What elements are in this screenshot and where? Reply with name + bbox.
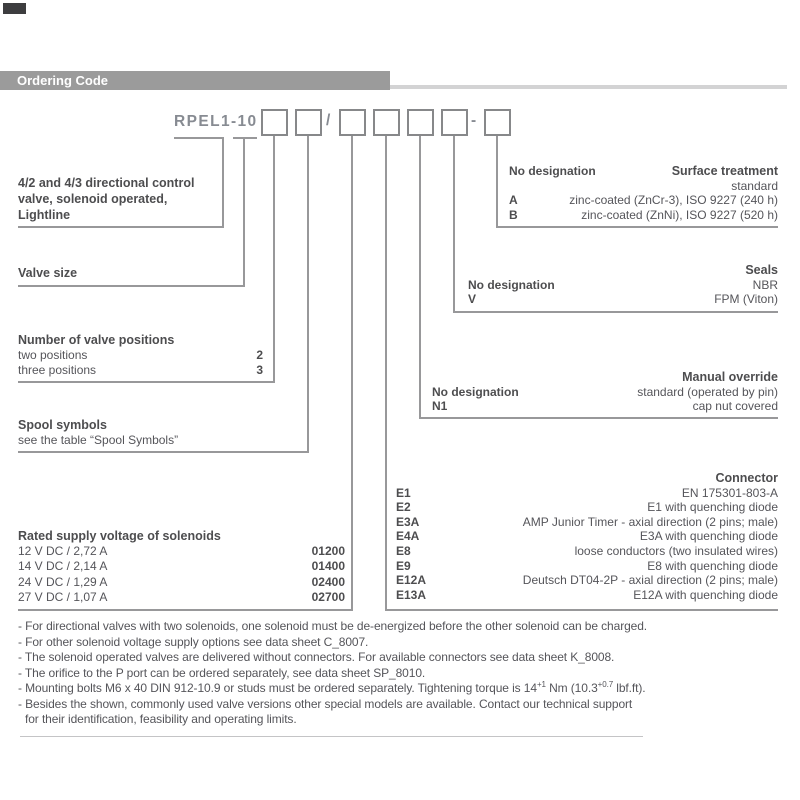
note-line: - For other solenoid voltage supply options see data sheet C_8007. — [18, 634, 369, 649]
option-desc: zinc-coated (ZnNi), ISO 9227 (520 h) — [581, 207, 778, 222]
manual-override-row — [432, 385, 778, 400]
voltage-row — [18, 575, 345, 590]
valve-description-section — [18, 175, 258, 223]
option-label: 24 V DC / 1,29 A — [18, 574, 108, 589]
voltage-title: Rated supply voltage of solenoids — [18, 529, 221, 543]
valve-description-line: Lightline — [18, 208, 71, 222]
option-code: 2 — [256, 348, 263, 362]
option-desc: loose conductors (two insulated wires) — [574, 543, 778, 558]
option-code: 3 — [256, 363, 263, 377]
section-header-bar — [0, 71, 390, 90]
rule-positions — [18, 381, 275, 383]
note-line: - The orifice to the P port can be ordered separately, see data sheet SP_8010. — [18, 665, 426, 680]
footer-notes — [18, 619, 788, 728]
surface-treatment-section — [509, 164, 778, 222]
spool-symbols-section — [18, 418, 308, 448]
connector-line-manual-override — [419, 136, 421, 419]
rule-valve-size — [18, 285, 245, 287]
rule-spool — [18, 451, 309, 453]
seals-title: Seals — [745, 263, 778, 277]
voltage-section — [18, 529, 345, 605]
voltage-row — [18, 590, 345, 605]
spool-symbols-title: Spool symbols — [18, 418, 107, 432]
option-desc: NBR — [752, 277, 778, 292]
option-code: E13A — [396, 587, 427, 602]
note-line-torque — [18, 681, 788, 697]
manual-override-row — [432, 399, 778, 414]
option-code: 02400 — [311, 574, 345, 589]
option-desc: E1 with quenching diode — [647, 500, 778, 515]
option-desc: cap nut covered — [692, 399, 778, 414]
option-desc: E8 with quenching diode — [647, 558, 778, 573]
voltage-row — [18, 544, 345, 559]
surface-row — [509, 193, 778, 208]
code-box-5 — [407, 109, 434, 136]
option-desc: standard (operated by pin) — [637, 384, 778, 399]
page-footer-rule — [20, 736, 643, 737]
seals-row — [468, 278, 778, 293]
note-torque-mid: Nm (10.3 — [545, 681, 598, 695]
model-underline — [174, 137, 224, 139]
option-code: E4A — [396, 529, 420, 544]
connector-row — [396, 500, 778, 515]
connector-line-positions — [273, 136, 275, 383]
surface-header-row — [509, 164, 778, 179]
connector-row — [396, 588, 778, 603]
code-box-4 — [373, 109, 400, 136]
valve-size-title: Valve size — [18, 266, 78, 280]
option-desc: AMP Junior Timer - axial direction (2 pins; male) — [522, 514, 778, 529]
positions-section — [18, 333, 263, 378]
voltage-row — [18, 559, 345, 574]
manual-override-section — [432, 370, 778, 414]
positions-row — [18, 363, 263, 378]
spool-symbols-subtitle: see the table “Spool Symbols” — [18, 433, 179, 447]
option-code: E3A — [396, 514, 420, 529]
connector-row — [396, 559, 778, 574]
valve-description-line: valve, solenoid operated, — [18, 192, 168, 206]
option-code: E12A — [396, 573, 427, 588]
seals-section — [468, 263, 778, 307]
connector-line-surface — [496, 136, 498, 228]
surface-row — [509, 208, 778, 223]
model-code-text: RPEL1-10 — [174, 113, 258, 130]
option-desc: E12A with quenching diode — [633, 587, 778, 602]
connector-row — [396, 515, 778, 530]
manual-override-title: Manual override — [682, 370, 778, 384]
rule-description — [18, 226, 224, 228]
code-box-6 — [441, 109, 468, 136]
option-desc: E3A with quenching diode — [639, 529, 778, 544]
connector-row — [396, 486, 778, 501]
connector-line-spool — [307, 136, 309, 453]
page-corner-mark — [3, 3, 26, 14]
option-code: 01200 — [311, 544, 345, 559]
connector-line-connector — [385, 136, 387, 611]
note-line-continuation: for their identification, feasibility and operating limits. — [25, 712, 297, 726]
note-torque-sup1: +1 — [536, 680, 546, 689]
code-separator-dash: - — [471, 112, 477, 129]
option-code: 02700 — [311, 589, 345, 604]
option-code: No designation — [509, 164, 596, 178]
option-code: E9 — [396, 558, 411, 573]
option-code: A — [509, 193, 518, 208]
option-label: 14 V DC / 2,14 A — [18, 559, 108, 574]
valve-description-line: 4/2 and 4/3 directional control — [18, 176, 195, 190]
option-desc: standard — [731, 178, 778, 193]
valve-size-underline — [233, 137, 257, 139]
option-code: E2 — [396, 500, 411, 515]
option-label: 27 V DC / 1,07 A — [18, 589, 108, 604]
option-desc: EN 175301-803-A — [681, 485, 778, 500]
positions-row — [18, 348, 263, 363]
option-label: three positions — [18, 363, 97, 377]
connector-row — [396, 529, 778, 544]
code-box-2 — [295, 109, 322, 136]
note-line: - For directional valves with two solenoids, one solenoid must be de-energized before the other solenoid can be charged. — [18, 619, 648, 633]
code-box-7 — [484, 109, 511, 136]
section-header-shadow-line — [390, 85, 787, 89]
option-code: E8 — [396, 543, 411, 558]
option-label: two positions — [18, 348, 88, 362]
option-code: No designation — [468, 277, 555, 292]
seals-row — [468, 292, 778, 307]
connector-line-seals — [453, 136, 455, 313]
positions-title: Number of valve positions — [18, 333, 175, 347]
note-torque-pre: - Mounting bolts M6 x 40 DIN 912-10.9 or studs must be ordered separately. Tightening torque is 14 — [18, 681, 537, 695]
rule-seals — [453, 311, 778, 313]
code-box-1 — [261, 109, 288, 136]
rule-manual-override — [419, 417, 778, 419]
surface-title: Surface treatment — [671, 164, 778, 178]
code-box-3 — [339, 109, 366, 136]
code-separator-slash: / — [326, 112, 331, 129]
option-desc: Deutsch DT04-2P - axial direction (2 pins; male) — [522, 573, 778, 588]
valve-size-section — [18, 266, 258, 281]
rule-connector — [385, 609, 778, 611]
connector-line-voltage — [351, 136, 353, 611]
rule-surface — [496, 226, 778, 228]
connector-row — [396, 573, 778, 588]
note-torque-sup2: +0.7 — [597, 680, 614, 689]
option-desc: zinc-coated (ZnCr-3), ISO 9227 (240 h) — [569, 193, 778, 208]
section-header-title: Ordering Code — [17, 73, 109, 88]
note-line: - The solenoid operated valves are delivered without connectors. For available connectors see data sheet K_8008. — [18, 650, 615, 664]
option-code: B — [509, 207, 518, 222]
option-code: N1 — [432, 399, 448, 414]
option-code: No designation — [432, 384, 519, 399]
connector-title: Connector — [715, 471, 778, 485]
option-code: V — [468, 292, 477, 307]
note-torque-post: lbf.ft). — [613, 681, 646, 695]
surface-row — [509, 179, 778, 194]
connector-section — [396, 471, 778, 602]
option-desc: FPM (Viton) — [714, 292, 778, 307]
option-code: E1 — [396, 485, 411, 500]
note-line: - Besides the shown, commonly used valve versions other special models are available. Contact our technical support — [18, 696, 633, 711]
rule-voltage — [18, 609, 353, 611]
connector-row — [396, 544, 778, 559]
option-code: 01400 — [311, 559, 345, 574]
option-label: 12 V DC / 2,72 A — [18, 544, 108, 559]
